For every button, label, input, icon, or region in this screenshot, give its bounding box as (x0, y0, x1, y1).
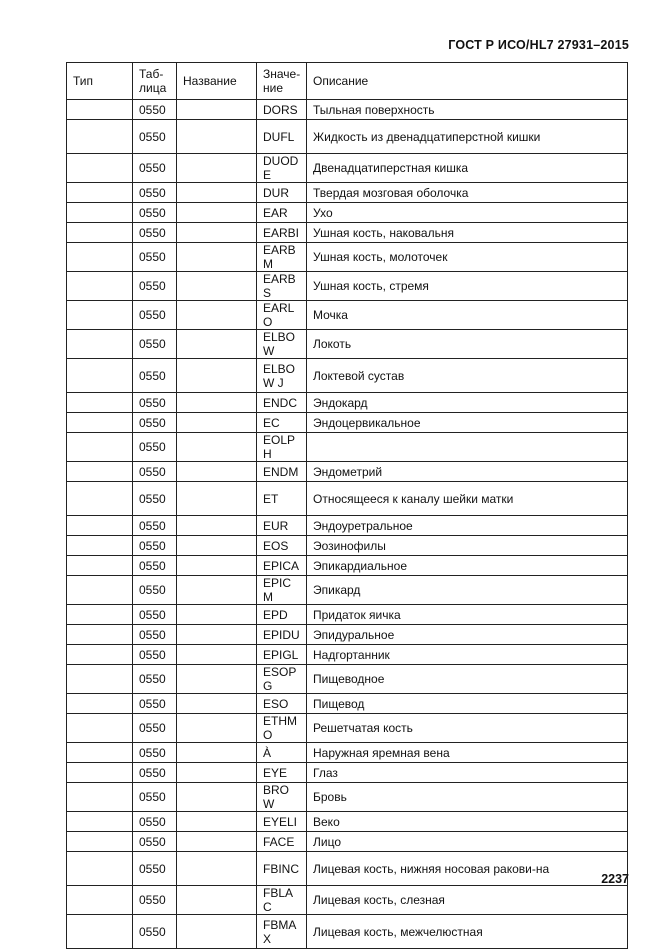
cell-value: À (257, 743, 307, 763)
cell-type (67, 272, 133, 301)
cell-value: ESO (257, 694, 307, 714)
table-row (67, 714, 628, 743)
cell-name (177, 576, 257, 605)
cell-table: 0550 (133, 433, 177, 462)
cell-value: FBLAC (257, 886, 307, 915)
cell-type (67, 223, 133, 243)
cell-table: 0550 (133, 556, 177, 576)
cell-table: 0550 (133, 536, 177, 556)
column-header-name: Название (177, 63, 257, 100)
cell-table: 0550 (133, 359, 177, 393)
cell-table: 0550 (133, 625, 177, 645)
cell-value: ENDC (257, 393, 307, 413)
cell-description: Придаток яичка (307, 605, 628, 625)
cell-description: Эозинофилы (307, 536, 628, 556)
cell-description: Веко (307, 812, 628, 832)
table-row (67, 556, 628, 576)
cell-value: ENDM (257, 462, 307, 482)
cell-description: Ушная кость, наковальня (307, 223, 628, 243)
cell-name (177, 183, 257, 203)
cell-type (67, 852, 133, 886)
cell-description: Жидкость из двенадцатиперстной кишки (307, 120, 628, 154)
cell-type (67, 413, 133, 433)
cell-description: Лицо (307, 832, 628, 852)
table-row (67, 301, 628, 330)
cell-type (67, 915, 133, 949)
table-row (67, 223, 628, 243)
cell-table: 0550 (133, 243, 177, 272)
table-row (67, 154, 628, 183)
cell-table: 0550 (133, 576, 177, 605)
table-row (67, 183, 628, 203)
cell-type (67, 482, 133, 516)
cell-type (67, 832, 133, 852)
cell-type (67, 359, 133, 393)
cell-type (67, 203, 133, 223)
cell-description: Локтевой сустав (307, 359, 628, 393)
cell-table: 0550 (133, 154, 177, 183)
cell-value: BROW (257, 783, 307, 812)
cell-name (177, 536, 257, 556)
cell-name (177, 100, 257, 120)
cell-name (177, 665, 257, 694)
document-header: ГОСТ Р ИСО/HL7 27931–2015 (448, 38, 629, 52)
column-header-value: Значе- ние (257, 63, 307, 100)
cell-name (177, 645, 257, 665)
cell-description: Эндоуретральное (307, 516, 628, 536)
cell-table: 0550 (133, 301, 177, 330)
table-row (67, 886, 628, 915)
cell-name (177, 886, 257, 915)
cell-description (307, 433, 628, 462)
table-row (67, 393, 628, 413)
cell-description: Мочка (307, 301, 628, 330)
cell-type (67, 183, 133, 203)
cell-type (67, 462, 133, 482)
cell-type (67, 556, 133, 576)
cell-description: Лицевая кость, межчелюстная (307, 915, 628, 949)
cell-type (67, 393, 133, 413)
table-row (67, 605, 628, 625)
cell-type (67, 783, 133, 812)
cell-type (67, 714, 133, 743)
cell-description: Наружная яремная вена (307, 743, 628, 763)
cell-table: 0550 (133, 694, 177, 714)
cell-table: 0550 (133, 203, 177, 223)
table-row (67, 433, 628, 462)
cell-description: Ушная кость, молоточек (307, 243, 628, 272)
cell-value: EARBI (257, 223, 307, 243)
cell-value: EPIDU (257, 625, 307, 645)
table-row (67, 203, 628, 223)
table-row (67, 330, 628, 359)
table-row (67, 413, 628, 433)
page-number: 2237 (601, 872, 629, 886)
cell-table: 0550 (133, 183, 177, 203)
cell-name (177, 783, 257, 812)
cell-value: EUR (257, 516, 307, 536)
cell-type (67, 763, 133, 783)
cell-table: 0550 (133, 272, 177, 301)
cell-table: 0550 (133, 605, 177, 625)
cell-value: EPIGL (257, 645, 307, 665)
cell-value: EOLPH (257, 433, 307, 462)
cell-value: EARBM (257, 243, 307, 272)
cell-value: FBMAX (257, 915, 307, 949)
cell-name (177, 714, 257, 743)
cell-type (67, 645, 133, 665)
table-row (67, 120, 628, 154)
cell-name (177, 462, 257, 482)
cell-value: ELBOW J (257, 359, 307, 393)
cell-table: 0550 (133, 886, 177, 915)
table-row (67, 243, 628, 272)
table-row (67, 516, 628, 536)
cell-value: EPD (257, 605, 307, 625)
cell-value: DORS (257, 100, 307, 120)
cell-table: 0550 (133, 516, 177, 536)
cell-type (67, 812, 133, 832)
cell-value: EPICA (257, 556, 307, 576)
cell-type (67, 100, 133, 120)
table-row (67, 536, 628, 556)
table-row (67, 763, 628, 783)
cell-name (177, 763, 257, 783)
cell-type (67, 605, 133, 625)
cell-name (177, 330, 257, 359)
cell-value: FACE (257, 832, 307, 852)
cell-table: 0550 (133, 714, 177, 743)
cell-type (67, 330, 133, 359)
code-table (66, 62, 628, 949)
cell-value: ESOPG (257, 665, 307, 694)
table-row (67, 100, 628, 120)
cell-table: 0550 (133, 393, 177, 413)
cell-name (177, 433, 257, 462)
table-row (67, 743, 628, 763)
cell-name (177, 359, 257, 393)
cell-type (67, 154, 133, 183)
cell-table: 0550 (133, 783, 177, 812)
cell-type (67, 301, 133, 330)
cell-description: Глаз (307, 763, 628, 783)
table-row (67, 783, 628, 812)
cell-type (67, 886, 133, 915)
cell-value: DUFL (257, 120, 307, 154)
cell-value: EAR (257, 203, 307, 223)
cell-table: 0550 (133, 223, 177, 243)
cell-description: Локоть (307, 330, 628, 359)
cell-description: Надгортанник (307, 645, 628, 665)
cell-description: Ушная кость, стремя (307, 272, 628, 301)
cell-table: 0550 (133, 100, 177, 120)
cell-description: Пищеводное (307, 665, 628, 694)
cell-description: Эндоцервикальное (307, 413, 628, 433)
cell-description: Эндокард (307, 393, 628, 413)
cell-value: EYELI (257, 812, 307, 832)
cell-table: 0550 (133, 330, 177, 359)
cell-name (177, 516, 257, 536)
cell-name (177, 272, 257, 301)
cell-type (67, 243, 133, 272)
cell-name (177, 393, 257, 413)
cell-name (177, 243, 257, 272)
table-row (67, 625, 628, 645)
cell-value: EYE (257, 763, 307, 783)
cell-table: 0550 (133, 763, 177, 783)
cell-table: 0550 (133, 832, 177, 852)
cell-description: Твердая мозговая оболочка (307, 183, 628, 203)
cell-value: FBINC (257, 852, 307, 886)
cell-type (67, 694, 133, 714)
cell-value: EARLO (257, 301, 307, 330)
cell-value: EOS (257, 536, 307, 556)
cell-type (67, 536, 133, 556)
cell-description: Двенадцатиперстная кишка (307, 154, 628, 183)
cell-name (177, 694, 257, 714)
cell-value: ET (257, 482, 307, 516)
cell-description: Лицевая кость, нижняя носовая ракови-на (307, 852, 628, 886)
cell-value: DUODE (257, 154, 307, 183)
cell-description: Пищевод (307, 694, 628, 714)
cell-value: ELBOW (257, 330, 307, 359)
cell-name (177, 812, 257, 832)
cell-name (177, 852, 257, 886)
cell-value: EARBS (257, 272, 307, 301)
cell-table: 0550 (133, 482, 177, 516)
cell-name (177, 301, 257, 330)
cell-type (67, 625, 133, 645)
table-row (67, 832, 628, 852)
cell-name (177, 482, 257, 516)
table-row (67, 645, 628, 665)
cell-type (67, 433, 133, 462)
table-row (67, 462, 628, 482)
cell-table: 0550 (133, 743, 177, 763)
cell-description: Лицевая кость, слезная (307, 886, 628, 915)
column-header-description: Описание (307, 63, 628, 100)
cell-description: Эпикардиальное (307, 556, 628, 576)
cell-type (67, 665, 133, 694)
cell-description: Эпикард (307, 576, 628, 605)
column-header-table: Таб- лица (133, 63, 177, 100)
cell-table: 0550 (133, 413, 177, 433)
table-row (67, 359, 628, 393)
cell-name (177, 556, 257, 576)
cell-type (67, 516, 133, 536)
cell-name (177, 413, 257, 433)
cell-description: Ухо (307, 203, 628, 223)
cell-description: Относящееся к каналу шейки матки (307, 482, 628, 516)
cell-table: 0550 (133, 915, 177, 949)
table-row (67, 812, 628, 832)
table-row (67, 482, 628, 516)
cell-value: EC (257, 413, 307, 433)
table-row (67, 694, 628, 714)
cell-description: Решетчатая кость (307, 714, 628, 743)
cell-name (177, 605, 257, 625)
cell-value: ETHMO (257, 714, 307, 743)
cell-description: Эндометрий (307, 462, 628, 482)
cell-name (177, 223, 257, 243)
cell-name (177, 203, 257, 223)
table-header-row (67, 63, 628, 100)
table-row (67, 915, 628, 949)
table-row (67, 576, 628, 605)
table-body (67, 100, 628, 949)
cell-name (177, 832, 257, 852)
cell-type (67, 743, 133, 763)
cell-table: 0550 (133, 665, 177, 694)
cell-name (177, 915, 257, 949)
column-header-type: Тип (67, 63, 133, 100)
cell-type (67, 576, 133, 605)
cell-name (177, 120, 257, 154)
cell-value: EPICM (257, 576, 307, 605)
cell-name (177, 154, 257, 183)
cell-name (177, 625, 257, 645)
cell-value: DUR (257, 183, 307, 203)
table-row (67, 665, 628, 694)
cell-description: Бровь (307, 783, 628, 812)
cell-description: Эпидуральное (307, 625, 628, 645)
table-row (67, 272, 628, 301)
cell-table: 0550 (133, 645, 177, 665)
cell-table: 0550 (133, 852, 177, 886)
cell-table: 0550 (133, 120, 177, 154)
cell-table: 0550 (133, 462, 177, 482)
cell-type (67, 120, 133, 154)
table-row (67, 852, 628, 886)
cell-name (177, 743, 257, 763)
cell-description: Тыльная поверхность (307, 100, 628, 120)
cell-table: 0550 (133, 812, 177, 832)
